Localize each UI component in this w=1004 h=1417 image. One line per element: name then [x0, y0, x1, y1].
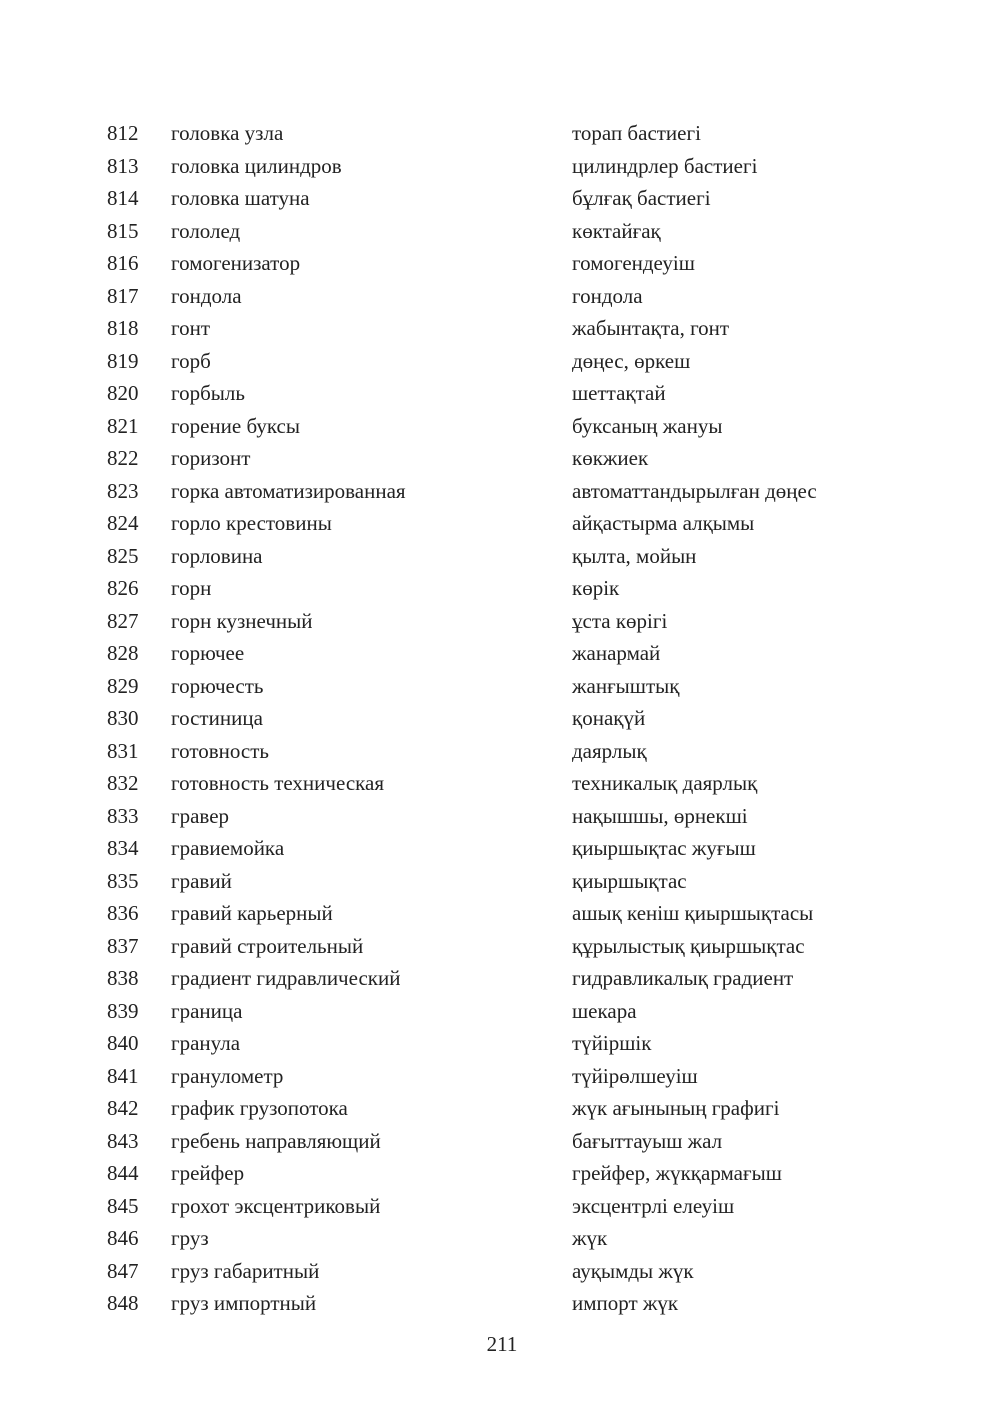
- russian-term: горючесть: [171, 673, 264, 698]
- kazakh-term: жанғыштық: [572, 673, 680, 698]
- entry-number: 829: [107, 673, 139, 698]
- russian-term: горн кузнечный: [171, 608, 313, 633]
- entry-number: 824: [107, 511, 139, 535]
- russian-term: груз: [171, 1226, 209, 1250]
- kazakh-term: ашық кеніш қиыршықтасы: [572, 901, 814, 925]
- kazakh-term: түйіршік: [572, 1031, 652, 1055]
- entry-number: 817: [107, 283, 139, 308]
- kazakh-term: көрік: [572, 576, 620, 600]
- kazakh-term: бұлғақ бастиегі: [572, 186, 711, 210]
- russian-term: горбыль: [171, 381, 245, 405]
- kazakh-term: көкжиек: [572, 446, 649, 470]
- russian-term: гондола: [171, 283, 242, 308]
- russian-term: головка шатуна: [171, 186, 310, 210]
- russian-term: график грузопотока: [171, 1096, 348, 1120]
- russian-term: грохот эксцентриковый: [171, 1193, 381, 1218]
- entry-number: 841: [107, 1063, 139, 1088]
- entry-number: 845: [107, 1193, 139, 1218]
- entry-number: 844: [107, 1161, 139, 1185]
- kazakh-term: көктайғақ: [572, 218, 661, 243]
- russian-term: гравер: [171, 803, 230, 828]
- page-number: 211: [486, 1332, 518, 1356]
- kazakh-term: буксаның жануы: [572, 413, 723, 438]
- entry-number: 828: [107, 641, 139, 665]
- entry-number: 814: [107, 186, 139, 210]
- kazakh-term: қонақүй: [572, 706, 646, 730]
- entry-number: 823: [107, 478, 139, 503]
- glossary-entry: [0, 995, 1004, 1028]
- glossary-entry: [0, 540, 1004, 573]
- kazakh-term: қиыршықтас жуғыш: [572, 836, 756, 860]
- glossary-entry: [0, 897, 1004, 930]
- russian-term: гравий: [171, 868, 232, 893]
- entry-number: 839: [107, 998, 139, 1023]
- russian-term: груз импортный: [171, 1291, 317, 1315]
- kazakh-term: техникалық даярлық: [572, 771, 758, 795]
- entry-number: 821: [107, 413, 139, 438]
- kazakh-term: шеттақтай: [572, 381, 666, 405]
- russian-term: гранула: [171, 1031, 241, 1055]
- kazakh-term: дөңес, өркеш: [572, 348, 691, 373]
- entry-number: 826: [107, 576, 139, 600]
- entry-number: 815: [107, 218, 139, 243]
- entry-number: 843: [107, 1128, 139, 1153]
- glossary-entry: [0, 507, 1004, 540]
- russian-term: горловина: [171, 543, 263, 568]
- glossary-entry: [0, 702, 1004, 735]
- kazakh-term: цилиндрлер бастиегі: [572, 153, 758, 178]
- glossary-entry: [0, 1092, 1004, 1125]
- entry-number: 842: [107, 1096, 139, 1120]
- glossary-entry: [0, 215, 1004, 248]
- russian-term: гололед: [171, 218, 241, 243]
- russian-term: граница: [171, 998, 243, 1023]
- kazakh-term: бағыттауыш жал: [572, 1128, 723, 1153]
- glossary-entry: [0, 735, 1004, 768]
- russian-term: горн: [171, 576, 212, 600]
- glossary-entry: [0, 312, 1004, 345]
- kazakh-term: құрылыстық қиыршықтас: [572, 933, 805, 958]
- kazakh-term: даярлық: [572, 738, 647, 763]
- kazakh-term: ауқымды жүк: [572, 1258, 694, 1283]
- russian-term: головка цилиндров: [171, 153, 342, 178]
- russian-term: гомогенизатор: [171, 251, 301, 275]
- glossary-entry: [0, 962, 1004, 995]
- entry-number: 832: [107, 771, 139, 795]
- entry-number: 827: [107, 608, 139, 633]
- kazakh-term: шекара: [572, 998, 637, 1023]
- entry-number: 835: [107, 868, 139, 893]
- russian-term: гранулометр: [171, 1063, 284, 1088]
- glossary-entry: [0, 832, 1004, 865]
- glossary-entry: [0, 475, 1004, 508]
- glossary-entry: [0, 1027, 1004, 1060]
- entry-number: 846: [107, 1226, 139, 1250]
- glossary-entry: [0, 865, 1004, 898]
- entry-number: 838: [107, 966, 139, 990]
- glossary-entry: [0, 670, 1004, 703]
- glossary-entry: [0, 572, 1004, 605]
- glossary-entry: [0, 247, 1004, 280]
- kazakh-term: эксцентрлі елеуіш: [572, 1193, 735, 1218]
- entry-number: 831: [107, 738, 139, 763]
- russian-term: горизонт: [171, 446, 251, 470]
- kazakh-term: жанармай: [572, 641, 661, 665]
- glossary-entry: [0, 377, 1004, 410]
- russian-term: гребень направляющий: [171, 1128, 381, 1153]
- entry-number: 813: [107, 153, 139, 178]
- glossary-entry: [0, 345, 1004, 378]
- glossary-entry: [0, 1255, 1004, 1288]
- glossary-entry: [0, 1222, 1004, 1255]
- entry-number: 840: [107, 1031, 139, 1055]
- kazakh-term: гидравликалық градиент: [572, 966, 794, 990]
- entry-number: 818: [107, 316, 139, 340]
- glossary-entry: [0, 280, 1004, 313]
- kazakh-term: нақышшы, өрнекші: [572, 803, 748, 828]
- glossary-entry: [0, 930, 1004, 963]
- glossary-entry: [0, 182, 1004, 215]
- glossary-entry: [0, 1125, 1004, 1158]
- russian-term: градиент гидравлический: [171, 966, 401, 990]
- russian-term: гравиемойка: [171, 836, 285, 860]
- entry-number: 822: [107, 446, 139, 470]
- russian-term: готовность: [171, 738, 269, 763]
- kazakh-term: автоматтандырылған дөңес: [572, 478, 817, 503]
- entry-number: 833: [107, 803, 139, 828]
- russian-term: груз габаритный: [171, 1258, 320, 1283]
- kazakh-term: жүк ағынының графигі: [572, 1096, 780, 1120]
- kazakh-term: грейфер, жүкқармағыш: [572, 1161, 782, 1185]
- glossary-entry: [0, 605, 1004, 638]
- russian-term: гонт: [171, 316, 211, 340]
- glossary-entry: [0, 117, 1004, 150]
- kazakh-term: ұста көрігі: [572, 608, 668, 633]
- glossary-list: [0, 117, 1004, 1320]
- glossary-entry: [0, 1060, 1004, 1093]
- glossary-entry: [0, 1157, 1004, 1190]
- entry-number: 820: [107, 381, 139, 405]
- glossary-entry: [0, 1287, 1004, 1320]
- kazakh-term: жүк: [572, 1226, 608, 1250]
- russian-term: грейфер: [171, 1161, 245, 1185]
- kazakh-term: импорт жүк: [572, 1291, 679, 1315]
- kazakh-term: жабынтақта, гонт: [572, 316, 730, 340]
- entry-number: 825: [107, 543, 139, 568]
- kazakh-term: гондола: [572, 283, 643, 308]
- russian-term: головка узла: [171, 121, 284, 145]
- russian-term: горб: [171, 348, 211, 373]
- kazakh-term: айқастырма алқымы: [572, 511, 755, 535]
- kazakh-term: гомогендеуіш: [572, 251, 695, 275]
- glossary-entry: [0, 1190, 1004, 1223]
- kazakh-term: торап бастиегі: [572, 121, 701, 145]
- entry-number: 812: [107, 121, 139, 145]
- entry-number: 836: [107, 901, 139, 925]
- russian-term: горючее: [171, 641, 245, 665]
- kazakh-term: қылта, мойын: [572, 543, 697, 568]
- russian-term: гостиница: [171, 706, 263, 730]
- glossary-entry: [0, 150, 1004, 183]
- russian-term: готовность техническая: [171, 771, 385, 795]
- glossary-entry: [0, 442, 1004, 475]
- russian-term: гравий строительный: [171, 933, 364, 958]
- russian-term: горло крестовины: [171, 511, 332, 535]
- entry-number: 837: [107, 933, 139, 958]
- glossary-entry: [0, 800, 1004, 833]
- kazakh-term: қиыршықтас: [572, 868, 687, 893]
- entry-number: 848: [107, 1291, 139, 1315]
- entry-number: 830: [107, 706, 139, 730]
- russian-term: горка автоматизированная: [171, 478, 406, 503]
- russian-term: горение буксы: [171, 413, 300, 438]
- entry-number: 819: [107, 348, 139, 373]
- entry-number: 834: [107, 836, 139, 860]
- glossary-entry: [0, 767, 1004, 800]
- glossary-entry: [0, 410, 1004, 443]
- kazakh-term: түйірөлшеуіш: [572, 1063, 698, 1088]
- glossary-entry: [0, 637, 1004, 670]
- entry-number: 816: [107, 251, 139, 275]
- entry-number: 847: [107, 1258, 139, 1283]
- russian-term: гравий карьерный: [171, 901, 333, 925]
